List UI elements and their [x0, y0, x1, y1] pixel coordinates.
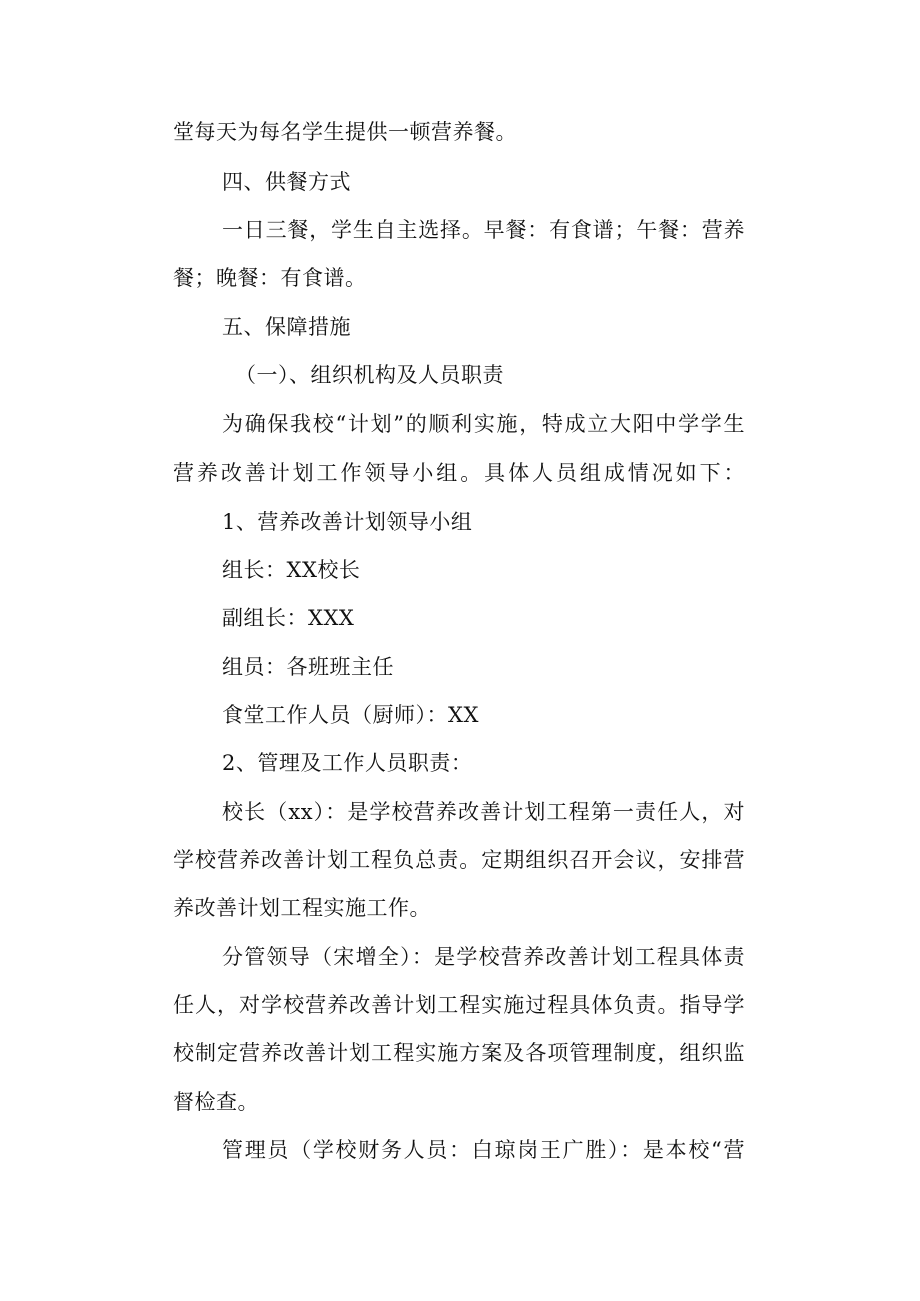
paragraph-line: 餐；晚餐：有食谱。 — [173, 266, 367, 290]
subsection-heading-organization: （一）、组织机构及人员职责 — [235, 363, 504, 387]
paragraph-line: 一日三餐，学生自主选择。早餐：有食谱；午餐：营养 — [222, 218, 745, 242]
paragraph-line: 为确保我校“计划”的顺利实施，特成立大阳中学学生 — [222, 412, 745, 436]
list-item: 组员：各班班主任 — [222, 655, 394, 679]
section-heading-safeguards: 五、保障措施 — [222, 315, 351, 339]
paragraph-line: 堂每天为每名学生提供一顿营养餐。 — [173, 120, 517, 144]
list-item: 副组长：XXX — [222, 606, 355, 630]
paragraph-line: 养改善计划工程实施工作。 — [173, 896, 431, 920]
paragraph-line: 校长（xx）：是学校营养改善计划工程第一责任人，对 — [222, 800, 745, 824]
list-item: 组长：XX校长 — [222, 558, 361, 582]
list-heading-leadership-group: 1、营养改善计划领导小组 — [222, 510, 473, 534]
list-heading-duties: 2、管理及工作人员职责： — [222, 751, 473, 775]
paragraph-line: 分管领导（宋增全）：是学校营养改善计划工程具体责 — [222, 945, 745, 969]
paragraph-line: 校制定营养改善计划工程实施方案及各项管理制度，组织监 — [173, 1041, 745, 1065]
paragraph-line: 营养改善计划工作领导小组。具体人员组成情况如下： — [173, 461, 745, 485]
list-item: 食堂工作人员（厨师）：XX — [222, 703, 479, 727]
paragraph-line: 任人，对学校营养改善计划工程实施过程具体负责。指导学 — [173, 993, 745, 1017]
section-heading-supply-method: 四、供餐方式 — [222, 170, 351, 194]
paragraph-line: 督检查。 — [173, 1090, 259, 1114]
paragraph-line: 管理员（学校财务人员：白琼岗王广胜）：是本校“营 — [222, 1138, 745, 1162]
paragraph-line: 学校营养改善计划工程负总责。定期组织召开会议，安排营 — [173, 848, 745, 872]
